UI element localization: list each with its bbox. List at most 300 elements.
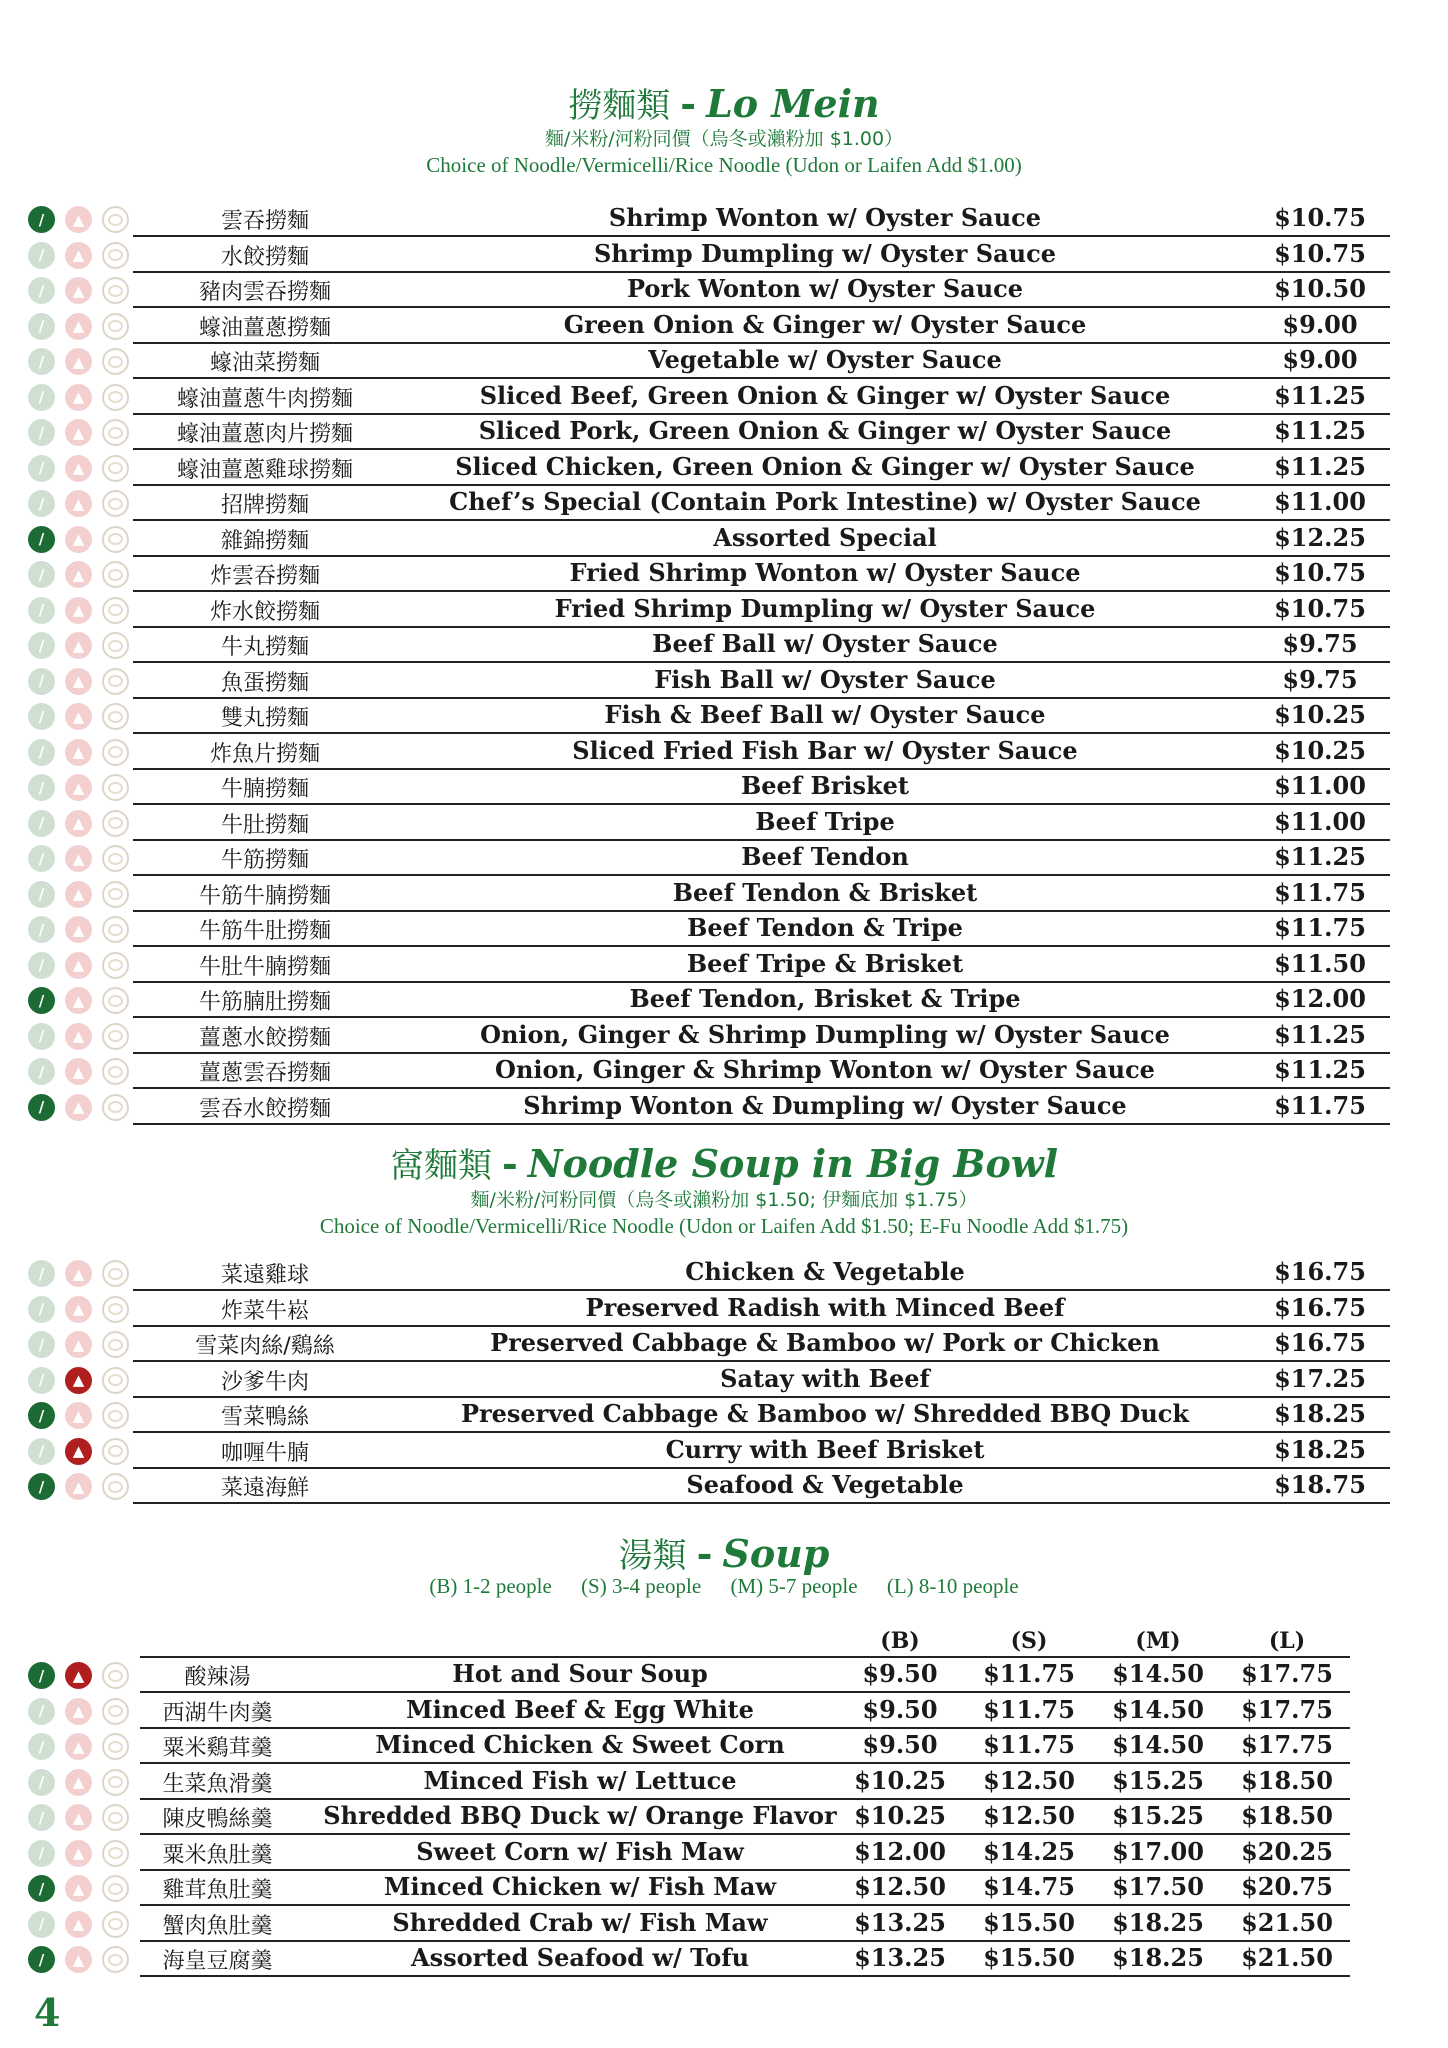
- flame-icon: ▲: [65, 1260, 92, 1287]
- diet-icons: [28, 1331, 138, 1359]
- bowl-icon: [102, 348, 129, 375]
- menu-item: [0, 912, 1448, 947]
- menu-item: [0, 415, 1448, 450]
- price-s: $12.50: [983, 1801, 1075, 1830]
- item-name-en: Fish Ball w/ Oyster Sauce: [654, 664, 996, 694]
- diet-icons: [28, 1438, 138, 1466]
- item-name-zh: 沙爹牛肉: [220, 1369, 309, 1395]
- diet-icons: [28, 668, 138, 696]
- item-name-zh: 雲吞撈麵: [220, 209, 309, 234]
- section-title: [0, 78, 1448, 127]
- flame-icon: ▲: [65, 739, 92, 766]
- diet-icons: [28, 881, 138, 909]
- item-name-en: Beef Tendon & Tripe: [687, 913, 963, 942]
- price-s: $11.75: [983, 1730, 1075, 1759]
- menu-item: [0, 486, 1448, 521]
- menu-item: [0, 344, 1448, 379]
- price-b: $10.25: [854, 1801, 946, 1830]
- section-title-dash: -: [501, 1141, 518, 1186]
- item-name-zh: 炸菜牛崧: [220, 1298, 309, 1324]
- item-name-en: Beef Brisket: [740, 771, 910, 800]
- item-name-en: Beef Tripe & Brisket: [686, 948, 964, 978]
- price-s: $11.75: [983, 1659, 1075, 1688]
- price-m: $14.50: [1112, 1659, 1204, 1688]
- flame-icon: ▲: [65, 242, 92, 269]
- diet-icons: [28, 1769, 138, 1797]
- diet-icons: [28, 845, 138, 873]
- item-name-en: Beef Tendon: [741, 842, 909, 871]
- leaf-icon: /: [28, 703, 55, 730]
- diet-icons: [28, 206, 138, 234]
- menu-item: [0, 806, 1448, 841]
- menu-item: [0, 628, 1448, 663]
- item-name-zh: 雲吞水餃撈麵: [198, 1096, 331, 1122]
- item-price: $11.25: [1274, 380, 1366, 410]
- item-name-zh: 西湖牛肉羹: [162, 1700, 273, 1726]
- price-s: $11.75: [983, 1694, 1075, 1724]
- item-price: $11.75: [1274, 1090, 1366, 1120]
- menu-item: [0, 1292, 1448, 1327]
- item-price: $11.25: [1274, 416, 1366, 445]
- flame-icon: ▲: [65, 632, 92, 659]
- bowl-icon: [102, 1402, 129, 1429]
- leaf-icon: /: [28, 490, 55, 517]
- soup-item: [0, 1658, 1448, 1693]
- bowl-icon: [102, 845, 129, 872]
- bowl-icon: [102, 881, 129, 908]
- item-price: $9.75: [1282, 664, 1358, 694]
- flame-icon: ▲: [65, 419, 92, 446]
- bowl-icon: [102, 1473, 129, 1500]
- leaf-icon: /: [28, 1946, 55, 1973]
- bowl-icon: [102, 739, 129, 766]
- menu-item: [0, 983, 1448, 1018]
- item-name-en: Preserved Cabbage & Bamboo w/ Shredded BBQ Duck: [460, 1399, 1190, 1428]
- item-name-en: Minced Beef & Egg White: [406, 1694, 754, 1724]
- menu-item: [0, 770, 1448, 805]
- bowl-icon: [102, 455, 129, 482]
- item-price: $9.75: [1282, 629, 1358, 658]
- item-name-zh: 陳皮鴨絲羹: [162, 1807, 273, 1832]
- diet-icons: [28, 1260, 138, 1288]
- leaf-icon: /: [28, 1911, 55, 1938]
- price-l: $17.75: [1241, 1694, 1333, 1724]
- leaf-icon: /: [28, 1875, 55, 1902]
- section-title-en: Lo Mein: [706, 81, 880, 126]
- item-name-zh: 雞茸魚肚羹: [162, 1878, 273, 1903]
- bowl-icon: [102, 668, 129, 695]
- item-name-zh: 蠔油薑蔥肉片撈麵: [176, 422, 353, 447]
- item-price: $10.50: [1274, 274, 1366, 303]
- item-name-zh: 炸水餃撈麵: [209, 599, 320, 625]
- item-name-en: Shredded BBQ Duck w/ Orange Flavor: [323, 1801, 837, 1830]
- leaf-icon: /: [28, 384, 55, 411]
- bowl-icon: [102, 1260, 129, 1287]
- bowl-icon: [102, 1698, 129, 1725]
- item-name-en: Beef Tripe: [755, 806, 895, 836]
- soup-size-legend: [0, 1574, 1448, 1599]
- item-price: $11.75: [1274, 913, 1366, 942]
- soup-item: [0, 1871, 1448, 1906]
- bowl-icon: [102, 1438, 129, 1465]
- flame-icon: ▲: [65, 313, 92, 340]
- item-name-zh: 生菜魚滑羹: [162, 1771, 273, 1797]
- diet-icons: [28, 1875, 138, 1903]
- diet-icons: [28, 774, 138, 802]
- leaf-icon: /: [28, 952, 55, 979]
- price-l: $20.25: [1241, 1836, 1333, 1866]
- item-name-zh: 蠔油薑蔥撈麵: [198, 315, 331, 341]
- flame-icon: ▲: [65, 774, 92, 801]
- flame-icon: ▲: [65, 1023, 92, 1050]
- bowl-icon: [102, 1911, 129, 1938]
- item-name-zh: 牛腩撈麵: [220, 777, 309, 802]
- flame-icon: ▲: [65, 881, 92, 908]
- bowl-icon: [102, 810, 129, 837]
- flame-icon: ▲: [65, 1875, 92, 1902]
- item-name-en: Fried Shrimp Wonton w/ Oyster Sauce: [569, 558, 1081, 587]
- item-price: $10.75: [1274, 558, 1366, 587]
- bowl-icon: [102, 1946, 129, 1973]
- item-name-zh: 魚蛋撈麵: [220, 670, 309, 696]
- item-name-en: Preserved Radish with Minced Beef: [585, 1292, 1065, 1322]
- item-name-en: Beef Tendon, Brisket & Tripe: [629, 984, 1021, 1013]
- item-name-en: Shrimp Dumpling w/ Oyster Sauce: [593, 238, 1057, 268]
- bowl-icon: [102, 277, 129, 304]
- leaf-icon: /: [28, 1367, 55, 1394]
- price-s: $14.25: [983, 1836, 1075, 1866]
- diet-icons: [28, 490, 138, 518]
- flame-icon: ▲: [65, 1402, 92, 1429]
- flame-icon: ▲: [65, 206, 92, 233]
- item-name-en: Sliced Chicken, Green Onion & Ginger w/ Oyster Sauce: [455, 451, 1195, 481]
- leaf-icon: /: [28, 668, 55, 695]
- bowl-icon: [102, 597, 129, 624]
- diet-icons: [28, 313, 138, 341]
- bowl-icon: [102, 1296, 129, 1323]
- leaf-icon: /: [28, 455, 55, 482]
- section-subtitle-zh: 麵/米粉/河粉同價（烏冬或瀨粉加 $1.50; 伊麵底加 $1.75）: [470, 1189, 978, 1211]
- item-name-zh: 雙丸撈麵: [220, 706, 309, 731]
- price-b: $9.50: [862, 1730, 938, 1759]
- menu-item: [0, 1363, 1448, 1398]
- row-rule: [133, 1502, 1390, 1504]
- item-price: $10.75: [1274, 203, 1366, 232]
- item-name-zh: 薑蔥水餃撈麵: [198, 1025, 331, 1051]
- item-price: $11.00: [1274, 487, 1366, 516]
- item-price: $18.25: [1274, 1399, 1366, 1428]
- item-price: $12.00: [1274, 984, 1366, 1013]
- item-name-en: Shredded Crab w/ Fish Maw: [392, 1907, 768, 1937]
- item-name-en: Sliced Beef, Green Onion & Ginger w/ Oyster Sauce: [479, 380, 1171, 410]
- legend-l: (L) 8-10 people: [886, 1574, 1019, 1598]
- item-price: $10.75: [1274, 593, 1366, 623]
- item-name-zh: 蟹肉魚肚羹: [162, 1913, 273, 1939]
- price-m: $14.50: [1112, 1694, 1204, 1724]
- leaf-icon: /: [28, 632, 55, 659]
- menu-item: [0, 1398, 1448, 1433]
- soup-item: [0, 1694, 1448, 1729]
- item-name-zh: 水餃撈麵: [220, 244, 309, 270]
- section-title-dash: -: [696, 1531, 713, 1576]
- menu-item: [0, 238, 1448, 273]
- diet-icons: [28, 1662, 138, 1690]
- item-name-en: Sliced Fried Fish Bar w/ Oyster Sauce: [572, 735, 1078, 765]
- leaf-icon: /: [28, 242, 55, 269]
- item-name-en: Curry with Beef Brisket: [665, 1434, 985, 1464]
- flame-icon: ▲: [65, 668, 92, 695]
- leaf-icon: /: [28, 1094, 55, 1121]
- flame-icon: ▲: [65, 1438, 92, 1465]
- item-name-en: Shrimp Wonton & Dumpling w/ Oyster Sauce: [523, 1090, 1127, 1120]
- diet-icons: [28, 1840, 138, 1868]
- item-name-zh: 豬肉雲吞撈麵: [198, 280, 331, 305]
- bowl-icon: [102, 490, 129, 517]
- soup-item: [0, 1800, 1448, 1835]
- flame-icon: ▲: [65, 952, 92, 979]
- item-name-zh: 薑蔥雲吞撈麵: [198, 1061, 331, 1086]
- price-l: $17.75: [1241, 1659, 1333, 1688]
- item-name-en: Beef Tendon & Brisket: [672, 877, 978, 907]
- section-title-dash: -: [680, 81, 697, 126]
- leaf-icon: /: [28, 1296, 55, 1323]
- leaf-icon: /: [28, 987, 55, 1014]
- item-name-zh: 牛筋撈麵: [220, 848, 309, 873]
- diet-icons: [28, 1023, 138, 1051]
- section-title-zh: 撈麵類: [568, 86, 671, 126]
- item-name-zh: 牛筋牛肚撈麵: [198, 919, 331, 944]
- flame-icon: ▲: [65, 526, 92, 553]
- section-title-zh: 湯類: [618, 1536, 687, 1576]
- item-price: $10.25: [1274, 735, 1366, 765]
- menu-item: [0, 948, 1448, 983]
- price-m: $17.00: [1112, 1836, 1204, 1866]
- diet-icons: [28, 277, 138, 305]
- diet-icons: [28, 1946, 138, 1974]
- menu-item: [0, 1434, 1448, 1469]
- diet-icons: [28, 703, 138, 731]
- diet-icons: [28, 1058, 138, 1086]
- flame-icon: ▲: [65, 1473, 92, 1500]
- flame-icon: ▲: [65, 348, 92, 375]
- soup-item: [0, 1836, 1448, 1871]
- item-name-en: Fried Shrimp Dumpling w/ Oyster Sauce: [554, 593, 1096, 623]
- leaf-icon: /: [28, 1698, 55, 1725]
- bowl-icon: [102, 1094, 129, 1121]
- section-subtitle-zh: 麵/米粉/河粉同價（烏冬或瀨粉加 $1.00）: [544, 128, 904, 150]
- menu-item: [0, 380, 1448, 415]
- section-subtitle-en: Choice of Noodle/Vermicelli/Rice Noodle (Udon or Laifen Add $1.00): [426, 153, 1022, 177]
- leaf-icon: /: [28, 739, 55, 766]
- diet-icons: [28, 597, 138, 625]
- price-l: $18.50: [1241, 1765, 1333, 1795]
- bowl-icon: [102, 1331, 129, 1358]
- flame-icon: ▲: [65, 1840, 92, 1867]
- price-m: $18.25: [1112, 1943, 1204, 1972]
- item-name-en: Minced Fish w/ Lettuce: [423, 1765, 737, 1795]
- item-price: $11.25: [1274, 1055, 1366, 1084]
- price-s: $12.50: [983, 1765, 1075, 1795]
- flame-icon: ▲: [65, 1094, 92, 1121]
- diet-icons: [28, 1367, 138, 1395]
- soup-item: [0, 1907, 1448, 1942]
- price-b: $13.25: [854, 1943, 946, 1972]
- flame-icon: ▲: [65, 810, 92, 837]
- diet-icons: [28, 739, 138, 767]
- diet-icons: [28, 455, 138, 483]
- leaf-icon: /: [28, 597, 55, 624]
- header-l: (L): [1268, 1628, 1306, 1654]
- diet-icons: [28, 987, 138, 1015]
- menu-item: [0, 1090, 1448, 1125]
- leaf-icon: /: [28, 277, 55, 304]
- leaf-icon: /: [28, 1733, 55, 1760]
- flame-icon: ▲: [65, 455, 92, 482]
- legend-m: (M) 5-7 people: [730, 1574, 858, 1598]
- bowl-icon: [102, 1804, 129, 1831]
- leaf-icon: /: [28, 313, 55, 340]
- price-l: $17.75: [1241, 1730, 1333, 1759]
- item-name-en: Assorted Special: [713, 522, 937, 552]
- item-name-zh: 雪菜鴨絲: [220, 1405, 309, 1430]
- leaf-icon: /: [28, 348, 55, 375]
- diet-icons: [28, 1804, 138, 1832]
- diet-icons: [28, 1733, 138, 1761]
- bowl-icon: [102, 313, 129, 340]
- diet-icons: [28, 348, 138, 376]
- item-price: $11.25: [1274, 842, 1366, 871]
- bowl-icon: [102, 419, 129, 446]
- menu-item: [0, 735, 1448, 770]
- flame-icon: ▲: [65, 1911, 92, 1938]
- flame-icon: ▲: [65, 1367, 92, 1394]
- price-b: $12.00: [854, 1836, 946, 1866]
- bowl-icon: [102, 1662, 129, 1689]
- item-name-en: Sliced Pork, Green Onion & Ginger w/ Oyster Sauce: [478, 416, 1172, 445]
- bowl-icon: [102, 703, 129, 730]
- price-l: $21.50: [1241, 1907, 1333, 1937]
- price-m: $15.25: [1112, 1801, 1204, 1830]
- bowl-icon: [102, 952, 129, 979]
- item-price: $11.50: [1274, 948, 1366, 978]
- item-name-zh: 牛肚牛腩撈麵: [198, 954, 331, 980]
- item-name-zh: 雜錦撈麵: [220, 528, 309, 554]
- bowl-icon: [102, 774, 129, 801]
- diet-icons: [28, 1698, 138, 1726]
- item-name-zh: 牛筋牛腩撈麵: [198, 883, 331, 909]
- page-number: 4: [34, 1990, 61, 2035]
- item-name-en: Assorted Seafood w/ Tofu: [410, 1943, 750, 1972]
- price-m: $15.25: [1112, 1765, 1204, 1795]
- leaf-icon: /: [28, 1804, 55, 1831]
- leaf-icon: /: [28, 1840, 55, 1867]
- price-m: $14.50: [1112, 1730, 1204, 1759]
- bowl-icon: [102, 561, 129, 588]
- row-rule: [140, 1975, 1350, 1977]
- menu-item: [0, 1019, 1448, 1054]
- item-price: $16.75: [1274, 1257, 1366, 1286]
- menu-item: [0, 664, 1448, 699]
- item-name-zh: 蠔油薑蔥牛肉撈麵: [176, 386, 353, 412]
- bowl-icon: [102, 206, 129, 233]
- section-title-zh: 窩麵類: [389, 1146, 492, 1186]
- item-name-zh: 牛肚撈麵: [220, 812, 309, 838]
- flame-icon: ▲: [65, 1698, 92, 1725]
- price-b: $10.25: [854, 1765, 946, 1795]
- leaf-icon: /: [28, 916, 55, 943]
- leaf-icon: /: [28, 881, 55, 908]
- leaf-icon: /: [28, 419, 55, 446]
- item-name-en: Satay with Beef: [720, 1363, 930, 1393]
- leaf-icon: /: [28, 1402, 55, 1429]
- section-title-en: Noodle Soup in Big Bowl: [527, 1141, 1059, 1186]
- diet-icons: [28, 952, 138, 980]
- item-price: $12.25: [1274, 522, 1366, 552]
- item-price: $17.25: [1274, 1363, 1366, 1393]
- section-title: [0, 1528, 1448, 1577]
- item-name-en: Beef Ball w/ Oyster Sauce: [652, 629, 998, 658]
- diet-icons: [28, 916, 138, 944]
- item-price: $11.00: [1274, 806, 1366, 836]
- bowl-icon: [102, 526, 129, 553]
- item-name-zh: 牛丸撈麵: [220, 635, 309, 660]
- flame-icon: ▲: [65, 987, 92, 1014]
- section-subtitle-en: Choice of Noodle/Vermicelli/Rice Noodle (Udon or Laifen Add $1.50; E-Fu Noodle Add $1.75): [319, 1214, 1129, 1238]
- item-name-en: Sweet Corn w/ Fish Maw: [416, 1836, 744, 1866]
- flame-icon: ▲: [65, 597, 92, 624]
- diet-icons: [28, 1473, 138, 1501]
- price-l: $18.50: [1241, 1801, 1333, 1830]
- flame-icon: ▲: [65, 1733, 92, 1760]
- diet-icons: [28, 561, 138, 589]
- bowl-icon: [102, 384, 129, 411]
- item-price: $9.00: [1282, 309, 1358, 339]
- bowl-icon: [102, 242, 129, 269]
- leaf-icon: /: [28, 1058, 55, 1085]
- menu-item: [0, 273, 1448, 308]
- flame-icon: ▲: [65, 1058, 92, 1085]
- item-name-zh: 牛筋腩肚撈麵: [198, 990, 331, 1015]
- leaf-icon: /: [28, 1260, 55, 1287]
- bowl-icon: [102, 1769, 129, 1796]
- price-m: $17.50: [1112, 1872, 1204, 1901]
- flame-icon: ▲: [65, 845, 92, 872]
- item-name-zh: 菜遠海鮮: [220, 1476, 309, 1501]
- item-name-zh: 蠔油菜撈麵: [209, 351, 320, 376]
- item-name-zh: 炸魚片撈麵: [209, 741, 320, 767]
- diet-icons: [28, 632, 138, 660]
- soup-item: [0, 1942, 1448, 1977]
- bowl-icon: [102, 632, 129, 659]
- item-name-en: Minced Chicken & Sweet Corn: [375, 1730, 785, 1759]
- flame-icon: ▲: [65, 1331, 92, 1358]
- flame-icon: ▲: [65, 1804, 92, 1831]
- item-name-zh: 招牌撈麵: [220, 493, 309, 518]
- legend-b: (B) 1-2 people: [429, 1574, 552, 1598]
- item-price: $16.75: [1274, 1328, 1366, 1357]
- leaf-icon: /: [28, 845, 55, 872]
- leaf-icon: /: [28, 810, 55, 837]
- leaf-icon: /: [28, 206, 55, 233]
- soup-item: [0, 1765, 1448, 1800]
- flame-icon: ▲: [65, 1946, 92, 1973]
- leaf-icon: /: [28, 526, 55, 553]
- item-name-en: Pork Wonton w/ Oyster Sauce: [626, 274, 1024, 303]
- header-s: (S): [1010, 1628, 1048, 1654]
- price-s: $14.75: [983, 1872, 1075, 1901]
- item-name-en: Hot and Sour Soup: [452, 1659, 708, 1688]
- soup-item: [0, 1729, 1448, 1764]
